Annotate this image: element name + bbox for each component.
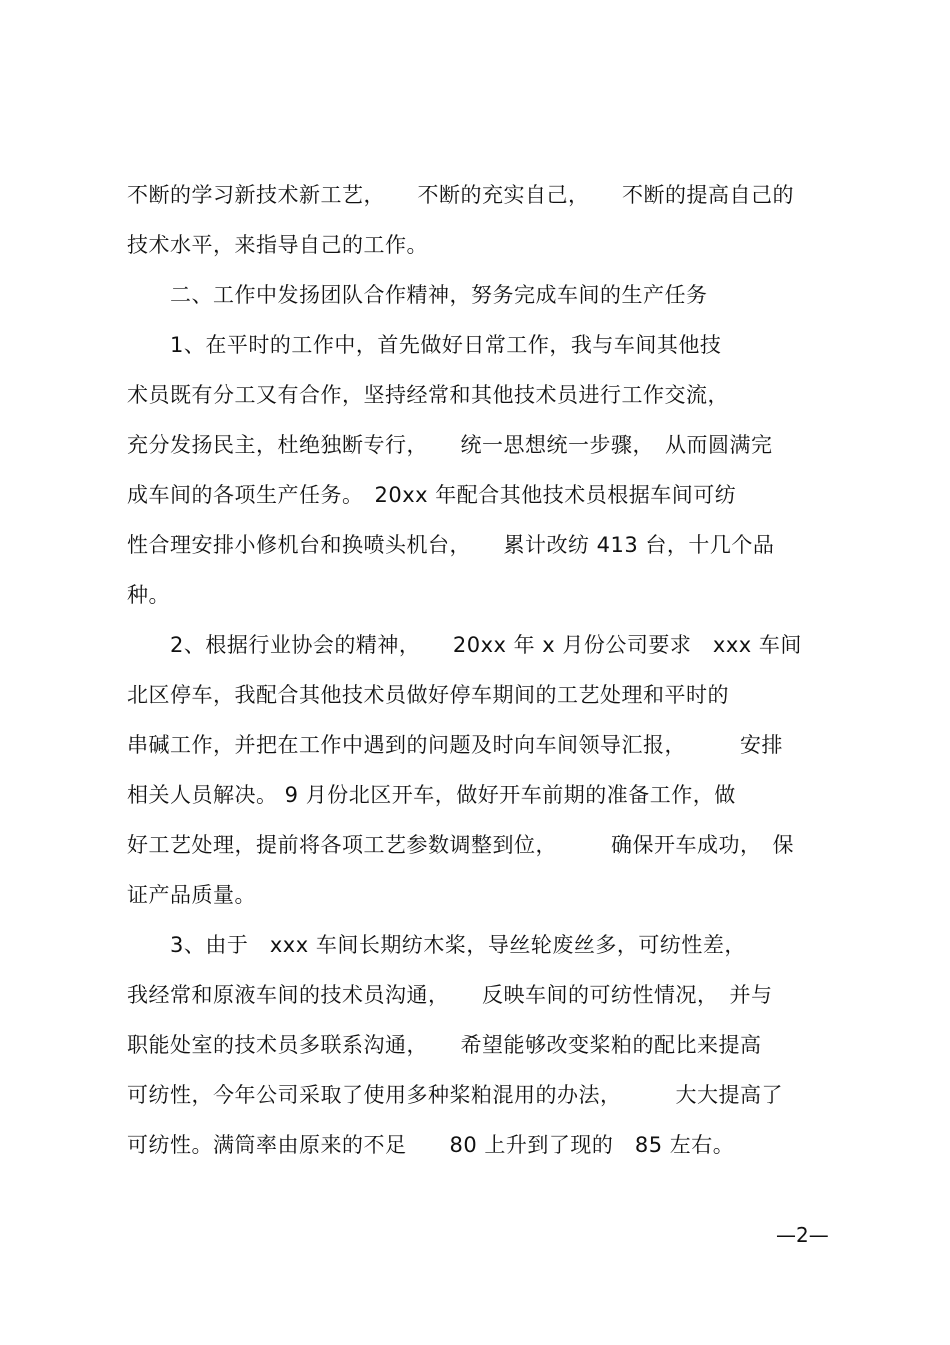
paragraph-line: 充分发扬民主，杜绝独断专行， 统一思想统一步骤， 从而圆满完 [127, 433, 773, 457]
paragraph-line: 不断的学习新技术新工艺， 不断的充实自己， 不断的提高自己的 [127, 183, 794, 207]
paragraph-line: 成车间的各项生产任务。 20xx 年配合其他技术员根据车间可纺 [127, 483, 737, 507]
paragraph-line: 1、在平时的工作中，首先做好日常工作，我与车间其他技 [127, 333, 722, 357]
paragraph-line: 证产品质量。 [127, 883, 256, 907]
paragraph-line: 种。 [127, 583, 170, 607]
paragraph-line: 相关人员解决。 9 月份北区开车，做好开车前期的准备工作，做 [127, 783, 736, 807]
page-number: —2— [776, 1223, 829, 1247]
paragraph-line: 串碱工作，并把在工作中遇到的问题及时向车间领导汇报， 安排 [127, 733, 783, 757]
paragraph-line: 职能处室的技术员多联系沟通， 希望能够改变桨粕的配比来提高 [127, 1033, 762, 1057]
paragraph-line: 可纺性，今年公司采取了使用多种桨粕混用的办法， 大大提高了 [127, 1083, 783, 1107]
paragraph-line: 2、根据行业协会的精神， 20xx 年 x 月份公司要求 xxx 车间 [127, 633, 802, 657]
paragraph-line: 3、由于 xxx 车间长期纺木桨，导丝轮废丝多，可纺性差， [127, 933, 746, 957]
paragraph-line: 好工艺处理，提前将各项工艺参数调整到位， 确保开车成功， 保 [127, 833, 794, 857]
paragraph-line: 北区停车，我配合其他技术员做好停车期间的工艺处理和平时的 [127, 683, 729, 707]
paragraph-line: 我经常和原液车间的技术员沟通， 反映车间的可纺性情况， 并与 [127, 983, 773, 1007]
paragraph-line: 术员既有分工又有合作，坚持经常和其他技术员进行工作交流， [127, 383, 729, 407]
section-heading: 二、工作中发扬团队合作精神，努务完成车间的生产任务 [127, 283, 708, 307]
paragraph-line: 技术水平，来指导自己的工作。 [127, 233, 428, 257]
paragraph-line: 性合理安排小修机台和换喷头机台， 累计改纺 413 台，十几个品 [127, 533, 775, 557]
paragraph-line: 可纺性。满筒率由原来的不足 80 上升到了现的 85 左右。 [127, 1133, 735, 1157]
